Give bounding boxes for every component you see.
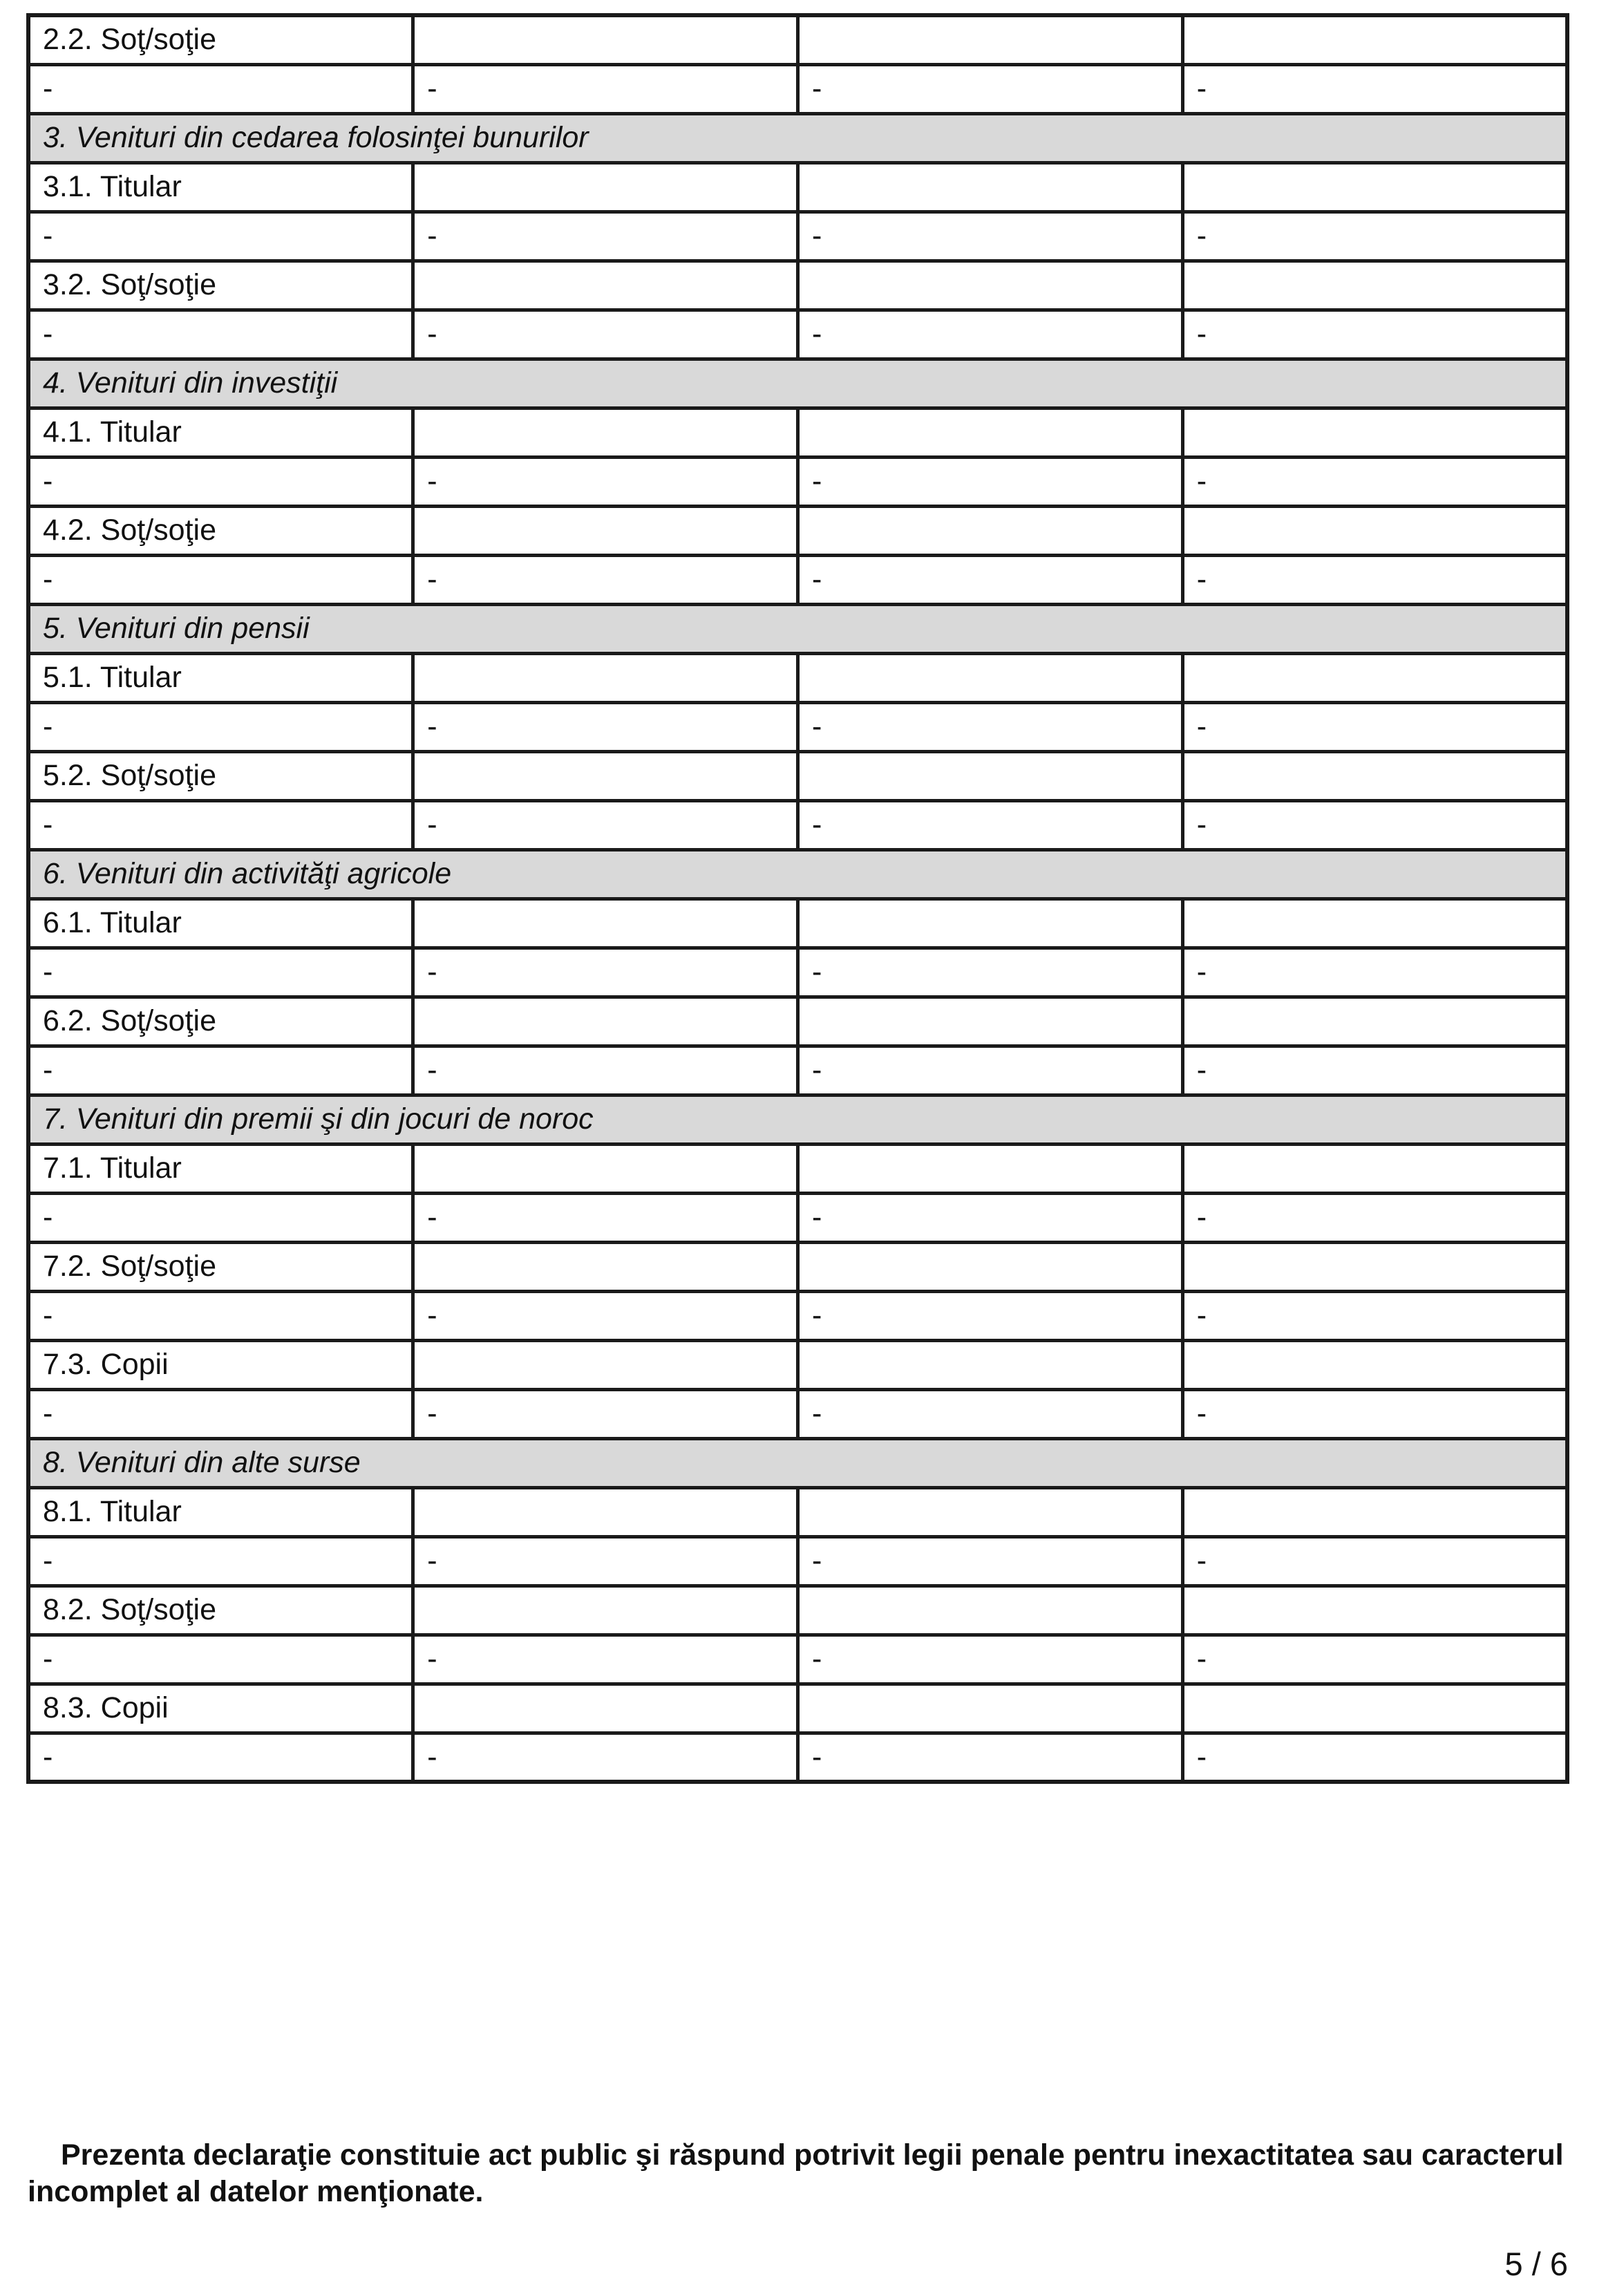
empty-cell: [1182, 653, 1567, 702]
empty-cell: [1182, 506, 1567, 555]
empty-cell: [1182, 1585, 1567, 1635]
table-row: [28, 800, 1567, 849]
person-label: 7.1. Titular: [28, 1144, 413, 1193]
table-cell: -: [798, 1046, 1183, 1095]
table-cell: -: [1182, 310, 1567, 359]
empty-cell: [413, 1242, 798, 1291]
table-cell: -: [28, 211, 413, 261]
empty-cell: [413, 1144, 798, 1193]
section-header-row: [28, 1095, 1567, 1144]
section-header-row: [28, 1438, 1567, 1487]
section-title: 8. Venituri din alte surse: [28, 1438, 1567, 1487]
person-row: [28, 1144, 1567, 1193]
table-cell: -: [413, 800, 798, 849]
section-title: 4. Venituri din investiţii: [28, 359, 1567, 408]
table-cell: -: [28, 702, 413, 751]
table-cell: -: [413, 555, 798, 604]
table-cell: -: [798, 1389, 1183, 1438]
section-header-row: [28, 604, 1567, 653]
person-label: 3.2. Soţ/soţie: [28, 261, 413, 310]
empty-cell: [798, 1684, 1183, 1733]
table-cell: -: [798, 1733, 1183, 1782]
table-cell: -: [1182, 457, 1567, 506]
empty-cell: [413, 15, 798, 64]
table-cell: -: [413, 1536, 798, 1585]
empty-cell: [798, 1585, 1183, 1635]
empty-cell: [413, 1340, 798, 1389]
person-row: [28, 1684, 1567, 1733]
table-cell: -: [1182, 1193, 1567, 1242]
table-cell: -: [28, 457, 413, 506]
person-row: [28, 1340, 1567, 1389]
empty-cell: [798, 1340, 1183, 1389]
person-row: [28, 15, 1567, 64]
table-cell: -: [798, 1291, 1183, 1340]
declaration-statement: Prezenta declaraţie constituie act public şi răspund potrivit legii penale pentru inexactitatea sau caracterul incomplet al datelor menţionate.: [28, 2138, 1564, 2208]
empty-cell: [1182, 408, 1567, 457]
table-cell: -: [28, 800, 413, 849]
table-cell: -: [1182, 1291, 1567, 1340]
empty-cell: [1182, 1487, 1567, 1536]
table-row: [28, 702, 1567, 751]
section-header-row: [28, 359, 1567, 408]
table-cell: -: [413, 1291, 798, 1340]
table-cell: -: [28, 1389, 413, 1438]
empty-cell: [798, 1242, 1183, 1291]
table-cell: -: [413, 1733, 798, 1782]
section-header-row: [28, 113, 1567, 162]
table-cell: -: [413, 211, 798, 261]
table-cell: -: [798, 64, 1183, 113]
person-row: [28, 997, 1567, 1046]
table-cell: -: [413, 1635, 798, 1684]
table-row: [28, 64, 1567, 113]
empty-cell: [1182, 751, 1567, 800]
table-cell: -: [1182, 64, 1567, 113]
table-cell: -: [28, 1536, 413, 1585]
table-row: [28, 555, 1567, 604]
person-row: [28, 1585, 1567, 1635]
table-row: [28, 1046, 1567, 1095]
empty-cell: [413, 506, 798, 555]
section-title: 5. Venituri din pensii: [28, 604, 1567, 653]
empty-cell: [413, 997, 798, 1046]
person-label: 8.1. Titular: [28, 1487, 413, 1536]
person-row: [28, 751, 1567, 800]
page-number: 5 / 6: [1504, 2246, 1568, 2282]
empty-cell: [798, 653, 1183, 702]
table-cell: -: [1182, 1389, 1567, 1438]
table-row: [28, 1389, 1567, 1438]
table-cell: -: [1182, 1536, 1567, 1585]
table-cell: -: [798, 1536, 1183, 1585]
person-label: 6.2. Soţ/soţie: [28, 997, 413, 1046]
empty-cell: [413, 1585, 798, 1635]
empty-cell: [1182, 162, 1567, 211]
table-cell: -: [1182, 800, 1567, 849]
person-label: 3.1. Titular: [28, 162, 413, 211]
table-row: [28, 948, 1567, 997]
person-row: [28, 1242, 1567, 1291]
empty-cell: [413, 898, 798, 948]
table-cell: -: [798, 1635, 1183, 1684]
empty-cell: [798, 1144, 1183, 1193]
empty-cell: [1182, 15, 1567, 64]
table-row: [28, 457, 1567, 506]
table-cell: -: [1182, 1635, 1567, 1684]
empty-cell: [798, 162, 1183, 211]
table-cell: -: [798, 948, 1183, 997]
table-cell: -: [413, 1046, 798, 1095]
section-title: 3. Venituri din cedarea folosinţei bunurilor: [28, 113, 1567, 162]
table-cell: -: [798, 457, 1183, 506]
empty-cell: [798, 898, 1183, 948]
empty-cell: [1182, 1242, 1567, 1291]
table-cell: -: [413, 702, 798, 751]
empty-cell: [413, 162, 798, 211]
table-cell: -: [798, 800, 1183, 849]
person-label: 7.3. Copii: [28, 1340, 413, 1389]
empty-cell: [798, 997, 1183, 1046]
person-row: [28, 506, 1567, 555]
table-cell: -: [413, 64, 798, 113]
table-cell: -: [798, 555, 1183, 604]
person-label: 5.2. Soţ/soţie: [28, 751, 413, 800]
table-cell: -: [413, 1389, 798, 1438]
table-row: [28, 1635, 1567, 1684]
table-cell: -: [798, 310, 1183, 359]
table-cell: -: [28, 1291, 413, 1340]
person-label: 8.3. Copii: [28, 1684, 413, 1733]
table-row: [28, 1291, 1567, 1340]
empty-cell: [1182, 1144, 1567, 1193]
income-table-body: [28, 15, 1567, 1782]
person-row: [28, 162, 1567, 211]
table-cell: -: [1182, 948, 1567, 997]
person-label: 2.2. Soţ/soţie: [28, 15, 413, 64]
table-cell: -: [1182, 702, 1567, 751]
table-row: [28, 211, 1567, 261]
section-title: 6. Venituri din activităţi agricole: [28, 849, 1567, 898]
table-cell: -: [28, 555, 413, 604]
table-cell: -: [28, 948, 413, 997]
empty-cell: [1182, 1340, 1567, 1389]
person-label: 6.1. Titular: [28, 898, 413, 948]
table-cell: -: [28, 310, 413, 359]
empty-cell: [413, 1684, 798, 1733]
empty-cell: [1182, 997, 1567, 1046]
empty-cell: [798, 506, 1183, 555]
table-cell: -: [413, 1193, 798, 1242]
table-cell: -: [798, 1193, 1183, 1242]
table-cell: -: [798, 702, 1183, 751]
empty-cell: [1182, 261, 1567, 310]
table-cell: -: [28, 1046, 413, 1095]
empty-cell: [413, 1487, 798, 1536]
table-cell: -: [413, 948, 798, 997]
empty-cell: [413, 653, 798, 702]
table-cell: -: [1182, 211, 1567, 261]
empty-cell: [798, 15, 1183, 64]
income-table: [26, 13, 1569, 1784]
person-row: [28, 408, 1567, 457]
table-cell: -: [798, 211, 1183, 261]
table-row: [28, 310, 1567, 359]
empty-cell: [798, 751, 1183, 800]
table-cell: -: [413, 310, 798, 359]
person-label: 8.2. Soţ/soţie: [28, 1585, 413, 1635]
person-label: 7.2. Soţ/soţie: [28, 1242, 413, 1291]
empty-cell: [798, 408, 1183, 457]
table-row: [28, 1536, 1567, 1585]
empty-cell: [1182, 898, 1567, 948]
table-cell: -: [28, 1193, 413, 1242]
table-row: [28, 1193, 1567, 1242]
table-row: [28, 1733, 1567, 1782]
table-cell: -: [28, 64, 413, 113]
person-label: 4.2. Soţ/soţie: [28, 506, 413, 555]
person-row: [28, 261, 1567, 310]
empty-cell: [413, 408, 798, 457]
person-label: 5.1. Titular: [28, 653, 413, 702]
table-cell: -: [28, 1635, 413, 1684]
table-cell: -: [1182, 555, 1567, 604]
empty-cell: [1182, 1684, 1567, 1733]
person-row: [28, 653, 1567, 702]
person-row: [28, 898, 1567, 948]
person-label: 4.1. Titular: [28, 408, 413, 457]
table-cell: -: [28, 1733, 413, 1782]
section-header-row: [28, 849, 1567, 898]
table-cell: -: [1182, 1046, 1567, 1095]
section-title: 7. Venituri din premii şi din jocuri de noroc: [28, 1095, 1567, 1144]
person-row: [28, 1487, 1567, 1536]
table-cell: -: [413, 457, 798, 506]
empty-cell: [413, 751, 798, 800]
empty-cell: [798, 261, 1183, 310]
empty-cell: [413, 261, 798, 310]
table-cell: -: [1182, 1733, 1567, 1782]
empty-cell: [798, 1487, 1183, 1536]
